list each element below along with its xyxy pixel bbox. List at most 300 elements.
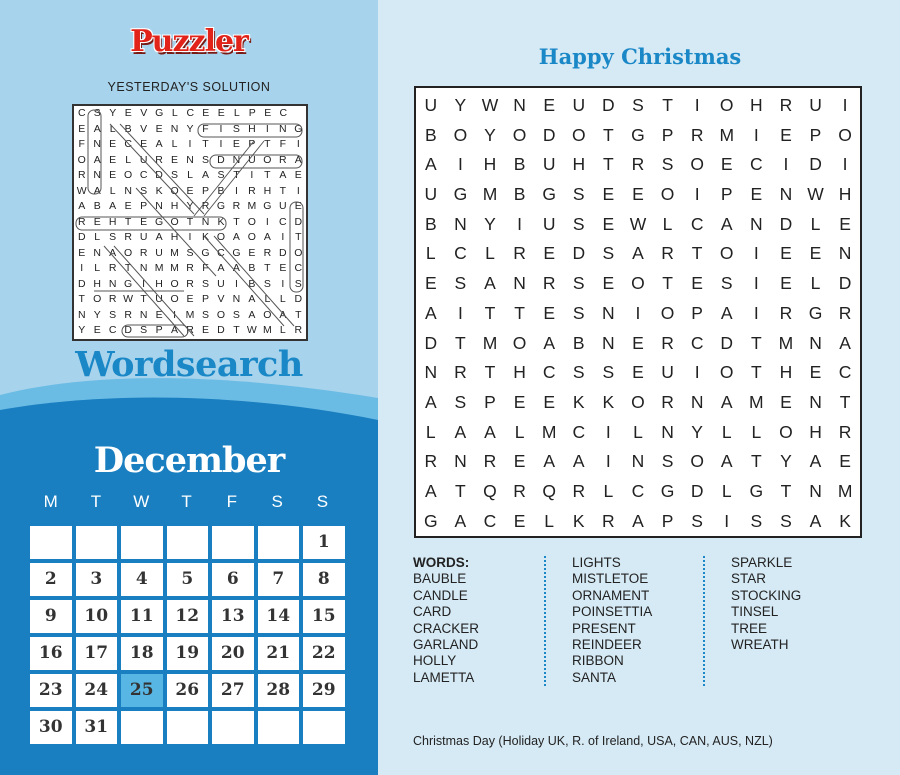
grid-letter[interactable]: I (842, 154, 848, 175)
grid-letter[interactable]: L (662, 213, 673, 234)
mini-grid-letter: B (93, 200, 101, 212)
calendar-day[interactable]: 29 (303, 674, 345, 707)
grid-letter[interactable]: W (481, 95, 499, 115)
grid-letter[interactable]: E (809, 362, 822, 383)
grid-letter[interactable]: E (632, 332, 644, 353)
mini-grid-letter: I (265, 122, 269, 135)
grid-letter[interactable]: C (572, 421, 586, 442)
mini-grid-letter: S (140, 324, 148, 336)
grid-letter[interactable]: A (454, 510, 467, 531)
calendar-day[interactable]: 20 (212, 637, 254, 670)
grid-letter[interactable]: C (838, 362, 852, 383)
mini-grid-letter: T (264, 138, 271, 150)
grid-letter[interactable]: N (513, 95, 526, 115)
grid-letter[interactable]: M (482, 184, 498, 205)
grid-letter[interactable]: A (424, 154, 437, 175)
grid-letter[interactable]: L (544, 510, 555, 531)
grid-letter[interactable]: Y (691, 421, 703, 442)
grid-letter[interactable]: T (603, 154, 614, 175)
grid-letter[interactable]: A (632, 510, 644, 531)
grid-letter[interactable]: E (809, 243, 822, 264)
grid-letter[interactable]: M (778, 332, 794, 353)
grid-letter[interactable]: S (780, 510, 792, 531)
grid-letter[interactable]: L (425, 421, 436, 442)
grid-letter[interactable]: U (542, 154, 556, 175)
mini-grid-letter: E (93, 215, 101, 228)
grid-letter[interactable]: L (485, 243, 495, 264)
calendar-day[interactable]: 8 (303, 563, 345, 596)
grid-letter[interactable]: E (602, 184, 615, 205)
grid-letter[interactable]: E (780, 391, 792, 412)
grid-letter[interactable]: I (842, 95, 848, 115)
grid-letter[interactable]: C (690, 332, 704, 353)
grid-letter[interactable]: W (807, 184, 824, 205)
grid-letter[interactable]: E (780, 273, 792, 294)
mini-grid-letter: B (248, 277, 256, 290)
mini-grid-letter: O (263, 308, 272, 321)
grid-letter[interactable]: E (632, 362, 644, 383)
grid-letter[interactable]: E (720, 154, 733, 175)
grid-letter[interactable]: K (602, 391, 615, 412)
calendar-day[interactable]: 4 (121, 563, 163, 596)
grid-letter[interactable]: A (839, 332, 851, 353)
grid-letter[interactable]: I (753, 302, 759, 323)
grid-letter[interactable]: E (543, 391, 556, 412)
word-list-item: STOCKING (731, 587, 802, 603)
grid-letter[interactable]: T (750, 451, 762, 472)
mini-grid-letter: U (139, 231, 148, 243)
grid-letter[interactable]: G (749, 480, 764, 501)
grid-letter[interactable]: C (750, 154, 763, 175)
grid-letter[interactable]: I (635, 302, 641, 323)
grid-letter[interactable]: H (779, 362, 793, 383)
calendar-day[interactable]: 13 (212, 600, 254, 633)
grid-letter[interactable]: O (512, 124, 527, 145)
grid-letter[interactable]: O (838, 124, 852, 145)
grid-letter[interactable]: E (513, 510, 526, 531)
mini-grid-letter: H (248, 122, 256, 135)
grid-letter[interactable]: E (543, 95, 556, 115)
grid-letter[interactable]: A (454, 421, 467, 442)
grid-letter[interactable]: R (661, 391, 674, 412)
calendar-day[interactable]: 19 (167, 637, 209, 670)
grid-letter[interactable]: I (724, 510, 730, 531)
grid-letter[interactable]: T (750, 362, 762, 383)
grid-letter[interactable]: M (749, 391, 764, 412)
mini-grid-letter: G (232, 246, 241, 259)
calendar-day[interactable]: 17 (76, 637, 118, 670)
grid-letter[interactable]: M (482, 332, 498, 353)
grid-letter[interactable]: T (780, 480, 792, 501)
mini-grid-letter: N (155, 200, 163, 212)
grid-letter[interactable]: N (809, 480, 822, 501)
grid-letter[interactable]: A (720, 302, 733, 323)
grid-letter[interactable]: O (512, 332, 527, 353)
grid-letter[interactable]: O (719, 243, 734, 264)
grid-letter[interactable]: E (780, 243, 792, 264)
grid-letter[interactable]: R (838, 421, 852, 442)
grid-letter[interactable]: R (661, 243, 674, 264)
grid-letter[interactable]: K (572, 510, 585, 531)
grid-letter[interactable]: O (660, 302, 675, 323)
grid-letter[interactable]: R (779, 302, 793, 323)
solution-highlights (74, 106, 306, 339)
grid-letter[interactable]: T (691, 243, 703, 264)
grid-letter[interactable]: S (691, 510, 703, 531)
grid-letter[interactable]: R (424, 451, 438, 472)
grid-letter[interactable]: A (484, 273, 496, 294)
grid-letter[interactable]: D (542, 124, 556, 145)
grid-letter[interactable]: S (750, 510, 763, 531)
grid-letter[interactable]: P (484, 391, 496, 412)
mini-grid-letter: G (124, 277, 133, 290)
grid-letter[interactable]: E (839, 451, 851, 472)
grid-letter[interactable]: N (513, 273, 526, 294)
grid-letter[interactable]: S (454, 273, 467, 294)
grid-letter[interactable]: S (661, 451, 674, 472)
grid-letter[interactable]: M (541, 421, 557, 442)
grid-letter[interactable]: H (483, 154, 497, 175)
grid-letter[interactable]: U (572, 95, 586, 115)
grid-letter[interactable]: I (457, 154, 463, 175)
grid-letter[interactable]: A (572, 451, 585, 472)
grid-letter[interactable]: N (454, 213, 467, 234)
grid-letter[interactable]: D (602, 95, 615, 115)
calendar-day[interactable]: 1 (303, 526, 345, 559)
calendar-day[interactable]: 7 (258, 563, 300, 596)
calendar-day[interactable]: 26 (167, 674, 209, 707)
grid-letter[interactable]: C (690, 213, 704, 234)
grid-letter[interactable]: S (602, 362, 615, 383)
mini-grid-letter: D (217, 324, 225, 336)
mini-grid-letter: W (76, 184, 87, 197)
grid-letter[interactable]: I (605, 451, 611, 472)
grid-letter[interactable]: L (810, 273, 821, 294)
grid-letter[interactable]: E (691, 273, 703, 294)
grid-letter[interactable]: A (543, 332, 556, 353)
grid-letter[interactable]: S (454, 391, 467, 412)
yesterday-solution-label: YESTERDAY'S SOLUTION (107, 80, 271, 94)
grid-letter[interactable]: B (424, 213, 437, 234)
mini-grid-letter: A (93, 184, 101, 197)
calendar-day[interactable]: 12 (167, 600, 209, 633)
grid-letter[interactable]: R (631, 154, 645, 175)
grid-row (416, 299, 860, 329)
grid-letter[interactable]: B (572, 332, 585, 353)
grid-letter[interactable]: T (455, 332, 466, 353)
grid-letter[interactable]: R (661, 332, 674, 353)
grid-letter[interactable]: I (783, 154, 789, 175)
grid-letter[interactable]: E (780, 124, 792, 145)
mini-grid-letter: O (93, 293, 102, 305)
grid-letter[interactable]: D (424, 332, 438, 353)
grid-letter[interactable]: N (750, 213, 763, 234)
grid-letter[interactable]: I (517, 213, 523, 234)
mini-grid-letter: T (202, 138, 209, 150)
grid-letter[interactable]: I (605, 421, 611, 442)
calendar-day[interactable]: 21 (258, 637, 300, 670)
calendar-day[interactable]: 25 (121, 674, 163, 707)
grid-letter[interactable]: E (513, 391, 526, 412)
grid-letter[interactable]: D (720, 332, 734, 353)
grid-letter[interactable]: T (484, 362, 496, 383)
grid-letter[interactable]: H (838, 184, 852, 205)
calendar-day[interactable]: 14 (258, 600, 300, 633)
grid-letter[interactable]: I (694, 95, 700, 115)
mini-grid-letter: S (186, 246, 194, 259)
grid-letter[interactable]: I (753, 273, 759, 294)
mini-grid-letter: D (77, 277, 86, 290)
grid-letter[interactable]: A (424, 391, 437, 412)
grid-letter[interactable]: O (660, 184, 675, 205)
grid-letter[interactable]: N (454, 451, 467, 472)
mini-grid-letter: N (93, 169, 101, 181)
grid-letter[interactable]: T (662, 95, 673, 115)
grid-letter[interactable]: N (631, 451, 645, 472)
grid-letter[interactable]: D (838, 273, 852, 294)
grid-letter[interactable]: S (632, 95, 644, 115)
grid-letter[interactable]: B (513, 184, 526, 205)
grid-letter[interactable]: S (661, 154, 674, 175)
mini-grid-letter: V (217, 293, 225, 305)
grid-letter[interactable]: U (809, 95, 822, 115)
grid-letter[interactable]: S (602, 243, 615, 264)
grid-letter[interactable]: S (720, 273, 733, 294)
grid-letter[interactable]: N (690, 391, 704, 412)
grid-letter[interactable]: B (513, 154, 526, 175)
grid-letter[interactable]: G (631, 124, 645, 145)
mini-grid-letter: C (108, 324, 117, 336)
word-list-column-1 (413, 555, 479, 686)
calendar-day[interactable]: 9 (30, 600, 72, 633)
calendar-day[interactable]: 2 (30, 563, 72, 596)
grid-letter[interactable]: D (690, 480, 704, 501)
grid-letter[interactable]: N (838, 243, 852, 264)
grid-letter[interactable]: A (809, 451, 822, 472)
grid-letter[interactable]: N (424, 362, 438, 383)
grid-letter[interactable]: N (809, 332, 822, 353)
grid-letter[interactable]: I (694, 184, 700, 205)
grid-letter[interactable]: K (572, 391, 585, 412)
grid-letter[interactable]: I (753, 124, 759, 145)
grid-letter[interactable]: D (809, 154, 822, 175)
grid-letter[interactable]: N (779, 184, 793, 205)
grid-letter[interactable]: H (513, 362, 526, 383)
grid-letter[interactable]: E (750, 184, 763, 205)
calendar-day[interactable]: 27 (212, 674, 254, 707)
grid-letter[interactable]: O (631, 273, 645, 294)
grid-letter[interactable]: P (809, 124, 822, 145)
grid-letter[interactable]: I (457, 302, 463, 323)
grid-letter[interactable]: G (453, 184, 468, 205)
calendar-day[interactable]: 3 (76, 563, 118, 596)
grid-letter[interactable]: Y (484, 213, 496, 234)
grid-letter[interactable]: T (750, 332, 762, 353)
grid-letter[interactable]: S (572, 184, 585, 205)
grid-letter[interactable]: B (424, 124, 437, 145)
grid-letter[interactable]: G (660, 480, 675, 501)
calendar-day[interactable]: 18 (121, 637, 163, 670)
grid-letter[interactable]: L (721, 480, 732, 501)
grid-letter[interactable]: G (423, 510, 438, 531)
grid-letter[interactable]: T (455, 480, 466, 501)
grid-letter[interactable]: R (483, 451, 497, 472)
calendar-day[interactable]: 22 (303, 637, 345, 670)
yesterday-solution-grid (72, 104, 308, 341)
grid-letter[interactable]: O (453, 124, 468, 145)
grid-letter[interactable]: E (839, 213, 851, 234)
grid-letter[interactable]: O (631, 391, 645, 412)
grid-letter[interactable]: Q (542, 480, 556, 501)
grid-letter[interactable]: P (661, 510, 674, 531)
grid-letter[interactable]: R (513, 480, 526, 501)
calendar-day[interactable]: 15 (303, 600, 345, 633)
grid-letter[interactable]: H (809, 421, 822, 442)
grid-letter[interactable]: A (543, 451, 556, 472)
grid-letter[interactable]: A (720, 213, 733, 234)
grid-letter[interactable]: L (810, 213, 821, 234)
calendar-day[interactable]: 30 (30, 711, 72, 744)
grid-letter[interactable]: T (839, 391, 851, 412)
grid-letter[interactable]: L (514, 421, 525, 442)
calendar-day[interactable]: 28 (258, 674, 300, 707)
grid-letter[interactable]: H (750, 95, 763, 115)
mini-grid-letter: R (124, 308, 132, 321)
mini-grid-letter: W (246, 324, 257, 336)
grid-letter[interactable]: E (543, 302, 556, 323)
grid-letter[interactable]: E (543, 243, 556, 264)
grid-letter[interactable]: E (424, 273, 437, 294)
grid-letter[interactable]: Y (780, 451, 792, 472)
grid-letter[interactable]: O (719, 362, 734, 383)
grid-letter[interactable]: P (720, 184, 733, 205)
mini-grid-letter: L (109, 184, 116, 197)
grid-letter[interactable]: D (572, 243, 586, 264)
grid-letter[interactable]: O (571, 124, 586, 145)
grid-letter[interactable]: M (837, 480, 853, 501)
grid-letter[interactable]: O (779, 421, 793, 442)
grid-letter[interactable]: C (542, 362, 556, 383)
grid-letter[interactable]: U (424, 95, 438, 115)
calendar-day[interactable]: 16 (30, 637, 72, 670)
grid-letter[interactable]: R (542, 273, 556, 294)
calendar-day[interactable]: 6 (212, 563, 254, 596)
grid-letter[interactable]: C (454, 243, 467, 264)
grid-letter[interactable]: U (542, 213, 556, 234)
grid-letter[interactable]: R (690, 124, 704, 145)
grid-letter[interactable]: A (720, 391, 733, 412)
calendar-day[interactable]: 5 (167, 563, 209, 596)
grid-letter[interactable]: N (602, 332, 615, 353)
grid-letter[interactable]: S (572, 273, 585, 294)
mini-grid-letter: B (124, 122, 132, 135)
grid-letter[interactable]: R (602, 510, 615, 531)
grid-letter[interactable]: K (839, 510, 851, 531)
grid-letter[interactable]: E (602, 273, 615, 294)
grid-letter[interactable]: L (751, 421, 762, 442)
mini-grid-letter: S (109, 308, 117, 321)
grid-letter[interactable]: S (572, 302, 585, 323)
grid-letter[interactable]: N (602, 302, 615, 323)
grid-letter[interactable]: T (514, 302, 525, 323)
grid-letter[interactable]: N (661, 421, 674, 442)
calendar-day[interactable]: 10 (76, 600, 118, 633)
mini-grid-letter: H (170, 200, 179, 212)
grid-letter[interactable]: L (721, 421, 732, 442)
grid-letter[interactable]: M (719, 124, 735, 145)
grid-letter[interactable]: Q (483, 480, 497, 501)
grid-letter[interactable]: S (572, 213, 585, 234)
calendar-day[interactable]: 11 (121, 600, 163, 633)
calendar-day[interactable]: 31 (76, 711, 118, 744)
grid-letter[interactable]: T (603, 124, 614, 145)
grid-letter[interactable]: E (602, 213, 615, 234)
grid-letter[interactable]: R (572, 480, 586, 501)
mini-grid-letter: T (140, 293, 147, 305)
grid-letter[interactable]: A (424, 302, 437, 323)
grid-letter[interactable]: A (720, 451, 733, 472)
mini-grid-letter: R (77, 169, 86, 181)
grid-letter[interactable]: L (603, 480, 614, 501)
grid-letter[interactable]: R (779, 95, 793, 115)
grid-letter[interactable]: U (424, 184, 438, 205)
grid-letter[interactable]: A (809, 510, 822, 531)
grid-letter[interactable]: S (572, 362, 585, 383)
grid-letter[interactable]: Y (454, 95, 467, 115)
grid-letter[interactable]: R (838, 302, 852, 323)
grid-letter[interactable]: C (483, 510, 497, 531)
grid-letter[interactable]: A (424, 480, 437, 501)
calendar-day[interactable]: 23 (30, 674, 72, 707)
grid-letter[interactable]: O (690, 154, 704, 175)
puzzler-logo: Puzzler (130, 24, 248, 59)
mini-grid-letter: E (109, 153, 117, 166)
grid-letter[interactable]: I (694, 362, 700, 383)
grid-letter[interactable]: P (691, 302, 703, 323)
grid-letter[interactable]: E (513, 451, 526, 472)
grid-letter[interactable]: U (661, 362, 674, 383)
grid-letter[interactable]: R (513, 243, 526, 264)
grid-letter[interactable]: C (631, 480, 645, 501)
grid-letter[interactable]: T (662, 273, 673, 294)
grid-letter[interactable]: A (632, 243, 644, 264)
mini-grid-letter: U (248, 153, 256, 166)
grid-letter[interactable]: Y (484, 124, 496, 145)
grid-letter[interactable]: N (809, 391, 822, 412)
grid-letter[interactable]: D (779, 213, 793, 234)
grid-letter[interactable]: L (425, 243, 436, 264)
grid-letter[interactable]: T (484, 302, 496, 323)
grid-letter[interactable]: G (542, 184, 556, 205)
grid-letter[interactable]: P (661, 124, 674, 145)
grid-row (416, 507, 860, 537)
mini-grid-letter: E (140, 138, 148, 150)
grid-letter[interactable]: A (484, 421, 496, 442)
grid-letter[interactable]: I (753, 243, 759, 264)
calendar-day[interactable]: 24 (76, 674, 118, 707)
grid-letter[interactable]: G (808, 302, 823, 323)
mini-grid-letter: H (108, 215, 117, 228)
grid-letter[interactable]: L (633, 421, 643, 442)
grid-letter[interactable]: E (632, 184, 644, 205)
grid-letter[interactable]: R (454, 362, 467, 383)
grid-letter[interactable]: O (719, 95, 734, 115)
grid-letter[interactable]: O (690, 451, 704, 472)
grid-letter[interactable]: H (572, 154, 586, 175)
mini-grid-letter: C (217, 246, 225, 259)
grid-letter[interactable]: W (629, 213, 647, 234)
wordsearch-grid[interactable] (414, 86, 862, 538)
